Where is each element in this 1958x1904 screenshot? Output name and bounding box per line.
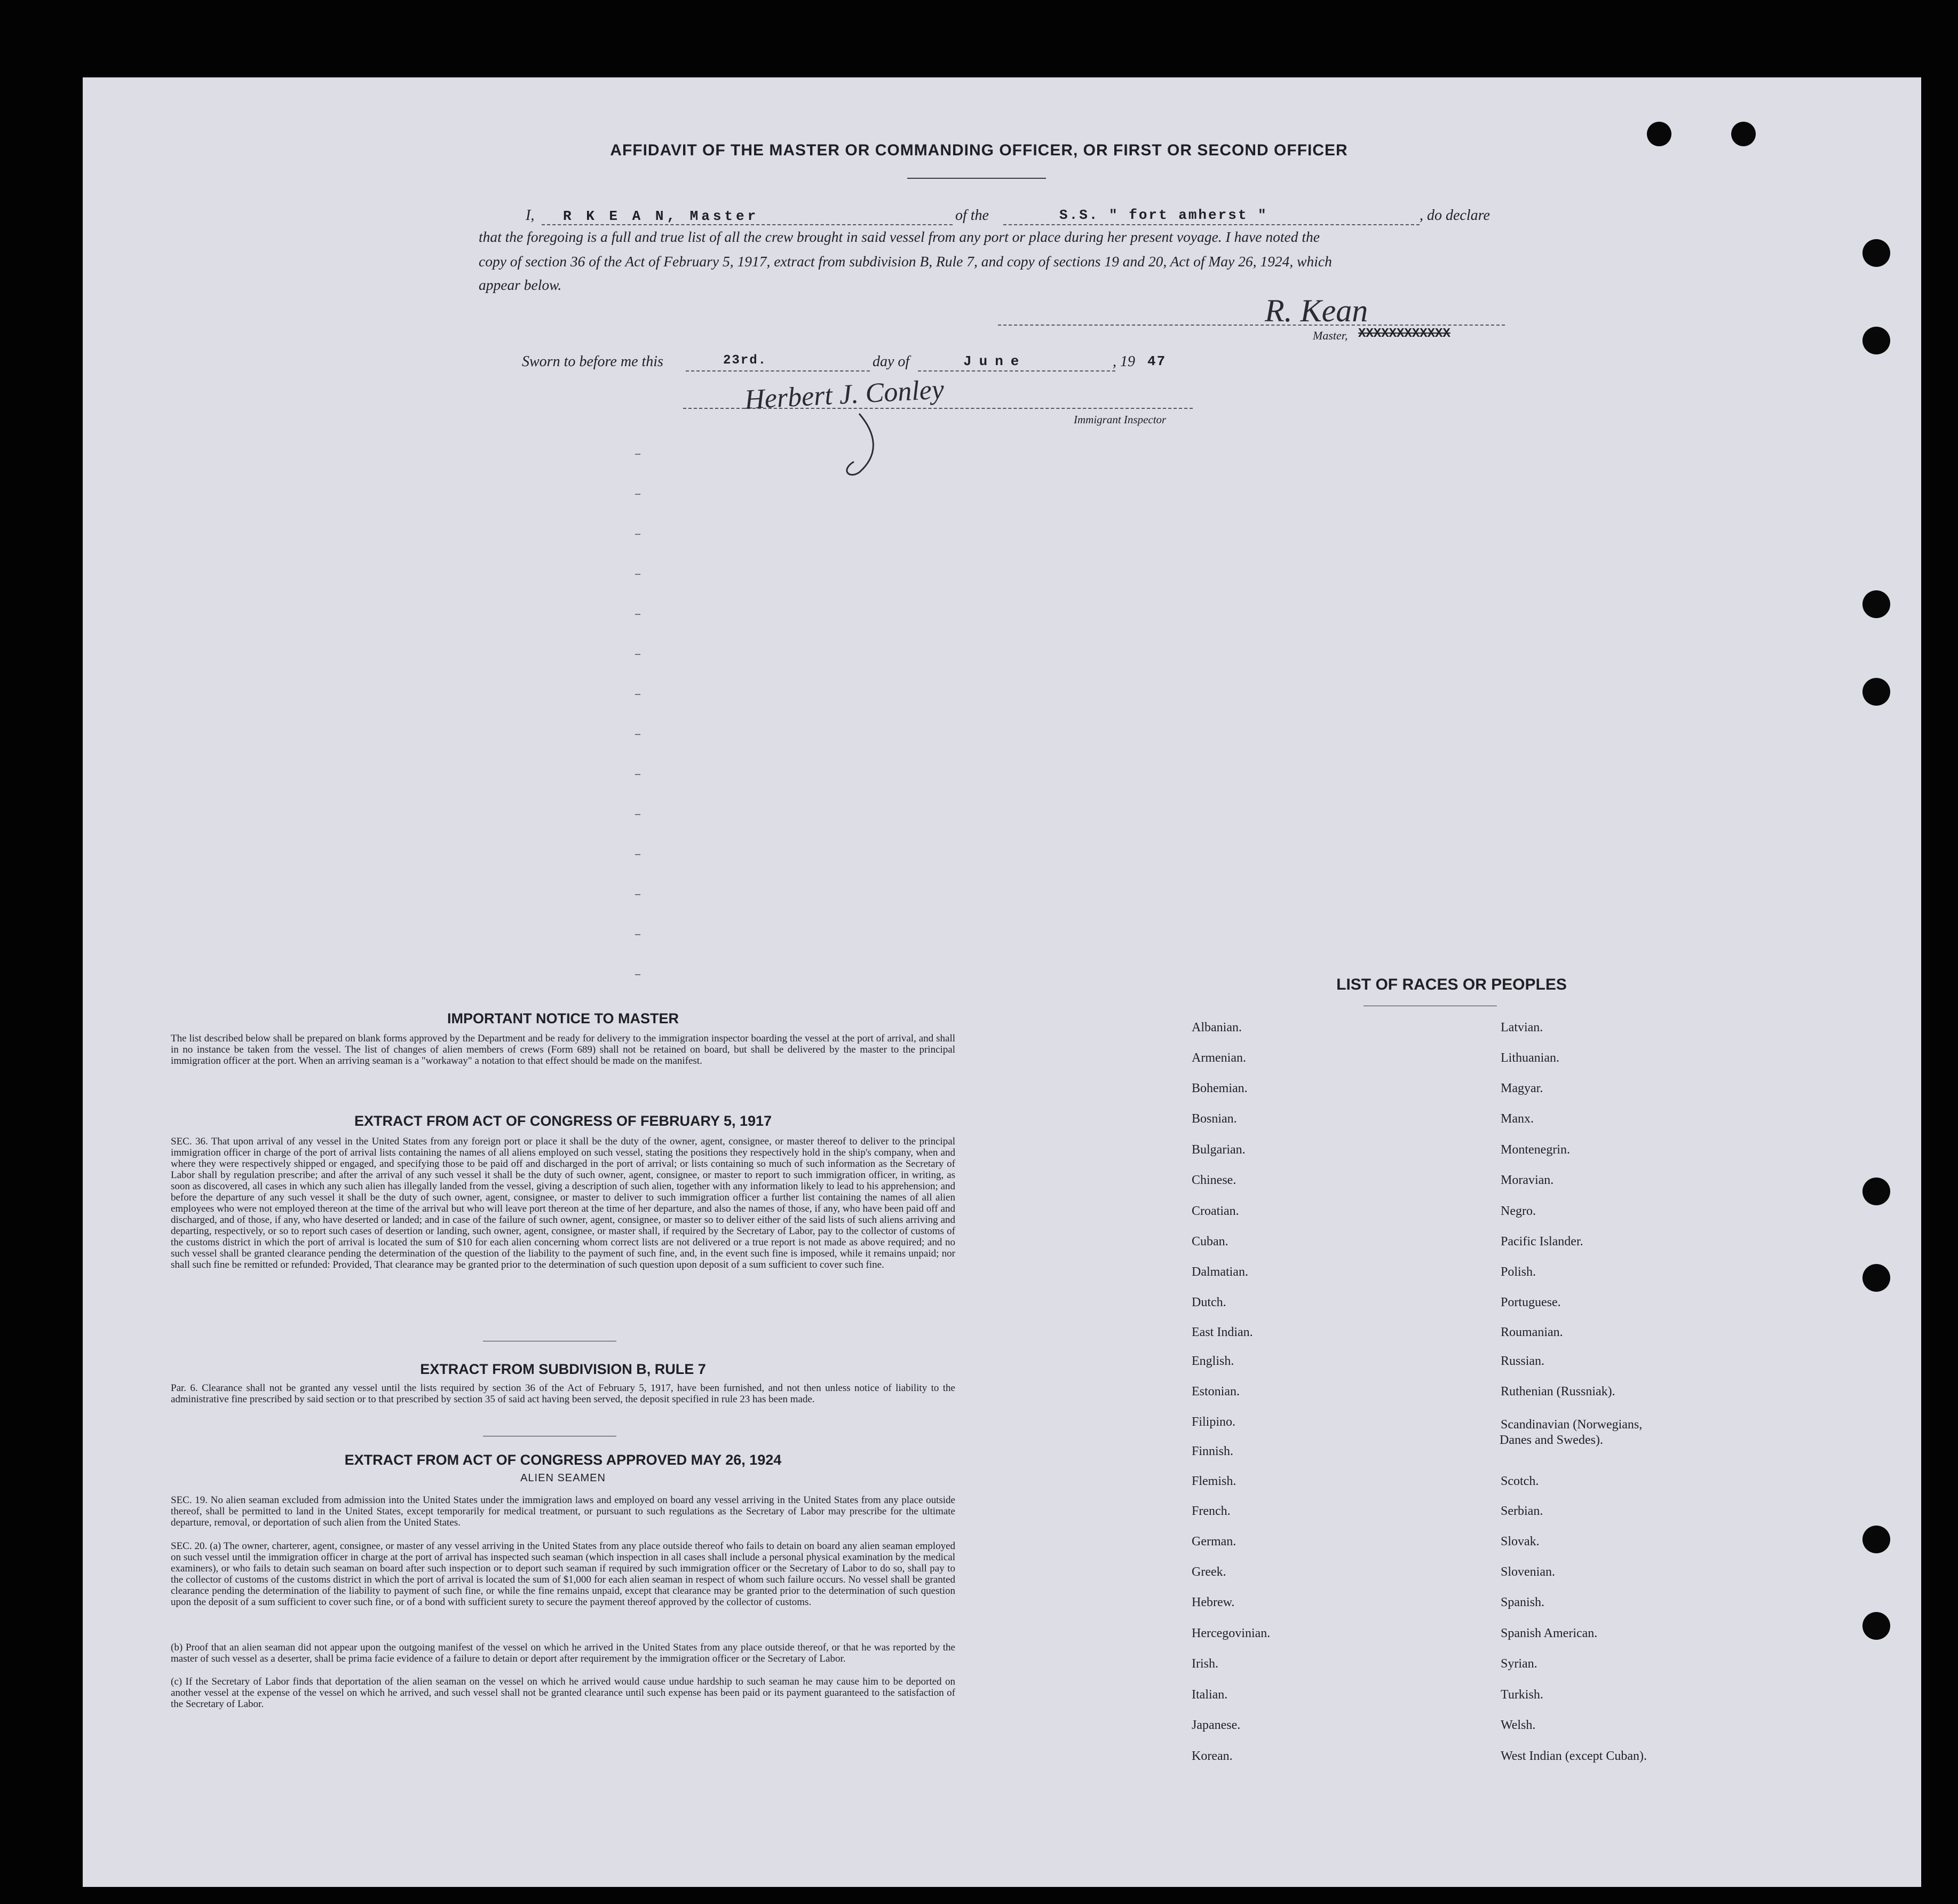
inspector-label: Immigrant Inspector	[1074, 413, 1167, 426]
year-prefix: , 19	[1113, 353, 1135, 370]
guide-tick	[635, 574, 640, 575]
binder-hole	[1862, 590, 1890, 618]
i-label: I,	[526, 207, 535, 224]
sworn-month-value: June	[963, 353, 1027, 369]
race-item: Albanian.	[1192, 1021, 1242, 1034]
guide-tick	[635, 694, 640, 695]
name-line	[542, 224, 953, 225]
race-item: Spanish.	[1501, 1595, 1545, 1609]
extract-1924-title: EXTRACT FROM ACT OF CONGRESS APPROVED MAY 26, 1924	[344, 1452, 782, 1468]
race-item: Armenian.	[1192, 1051, 1246, 1065]
sworn-day-line	[686, 370, 870, 372]
race-item: Dalmatian.	[1192, 1265, 1248, 1279]
race-item: Negro.	[1501, 1204, 1536, 1218]
race-item: Montenegrin.	[1501, 1143, 1570, 1157]
race-item: Magyar.	[1501, 1081, 1543, 1095]
race-item: Croatian.	[1192, 1204, 1239, 1218]
day-of-label: day of	[873, 353, 910, 370]
inspector-signature: Herbert J. Conley	[743, 374, 945, 415]
race-item: Polish.	[1501, 1265, 1536, 1279]
binder-hole	[1862, 1264, 1890, 1292]
race-item: Estonian.	[1192, 1385, 1240, 1399]
subdivision-title: EXTRACT FROM SUBDIVISION B, RULE 7	[420, 1361, 706, 1377]
race-item: Spanish American.	[1501, 1626, 1598, 1640]
master-signature-line	[998, 325, 1505, 326]
race-item: Scotch.	[1501, 1474, 1539, 1488]
guide-tick	[635, 654, 640, 655]
guide-tick	[635, 934, 640, 935]
race-item: Bohemian.	[1192, 1081, 1248, 1095]
race-item: Syrian.	[1501, 1657, 1537, 1671]
race-item: Pacific Islander.	[1501, 1235, 1583, 1249]
binder-hole	[1862, 1612, 1890, 1640]
sworn-year-value: 47	[1147, 353, 1167, 369]
race-item: Turkish.	[1501, 1688, 1543, 1702]
of-the-label: of the	[955, 207, 989, 224]
race-item: Scandinavian (Norwegians,	[1501, 1418, 1643, 1432]
race-item: Bosnian.	[1192, 1112, 1237, 1126]
sec20c-body: (c) If the Secretary of Labor finds that deportation of the alien seaman on the vessel on which he arrived would cause undue hardship to such seaman he may cause him to be deported on another vessel at the expense of the vessel on which he arrived, and such vessel shall not be granted clearance until such expense has been paid or its payment guaranteed to the satisfaction of the Secretary of Labor.	[171, 1676, 955, 1710]
notice-title: IMPORTANT NOTICE TO MASTER	[447, 1010, 679, 1026]
binder-hole	[1862, 327, 1890, 354]
vessel-name-value: S.S. " fort amherst "	[1059, 207, 1268, 223]
master-struck-text: XXXXXXXXXXXX	[1358, 327, 1450, 341]
binder-hole	[1862, 239, 1890, 267]
race-item: German.	[1192, 1535, 1236, 1549]
race-item: Danes and Swedes).	[1500, 1433, 1603, 1447]
subdivision-body: Par. 6. Clearance shall not be granted any vessel until the lists required by section 36 of the Act of February 5, 1917, have been furnished, and not then unless notice of liability to the administrative fine prescribed by said section or to that prescribed by section 35 of said act having been served, the deposit specified in rule 23 has been made.	[171, 1382, 955, 1405]
race-item: Japanese.	[1192, 1718, 1241, 1732]
document-page	[83, 77, 1921, 1887]
race-item: Hercegovinian.	[1192, 1626, 1271, 1640]
declaration-line-4: appear below.	[479, 276, 562, 293]
race-item: West Indian (except Cuban).	[1501, 1749, 1647, 1763]
notice-body: The list described below shall be prepared on blank forms approved by the Department and be ready for delivery to the immigration inspector boarding the vessel at the port of arrival, and shall in no instance be taken from the vessel. The list of changes of alien members of crews (Form 689) shall not be retained on board, but shall be delivered by the master to the principal immigration officer at the port. When an arriving seaman is a "workaway" a notation to that effect should be made on the manifest.	[171, 1033, 955, 1066]
race-item: Roumanian.	[1501, 1325, 1563, 1339]
guide-tick	[635, 894, 640, 895]
races-title: LIST OF RACES OR PEOPLES	[1336, 976, 1567, 993]
guide-tick	[635, 974, 640, 975]
master-signature: R. Kean	[1265, 293, 1368, 328]
race-item: Greek.	[1192, 1565, 1226, 1579]
sec20b-body: (b) Proof that an alien seaman did not appear upon the outgoing manifest of the vessel on which he arrived in the United States from any place outside thereof, or that he was reported by the master of such vessel as a deserter, shall be prima facie evidence of a failure to detain or deport after requirement by the immigration officer or the Secretary of Labor.	[171, 1642, 955, 1664]
race-item: French.	[1192, 1504, 1231, 1518]
race-item: Cuban.	[1192, 1235, 1228, 1249]
sworn-label: Sworn to before me this	[522, 353, 663, 370]
race-item: Russian.	[1501, 1354, 1545, 1368]
race-item: Welsh.	[1501, 1718, 1536, 1732]
binder-hole	[1862, 1526, 1890, 1553]
guide-tick	[635, 814, 640, 815]
affidavit-title: AFFIDAVIT OF THE MASTER OR COMMANDING OFFICER, OR FIRST OR SECOND OFFICER	[610, 141, 1348, 159]
guide-tick	[635, 734, 640, 735]
alien-seamen-subtitle: ALIEN SEAMEN	[520, 1472, 606, 1484]
race-item: Lithuanian.	[1501, 1051, 1559, 1065]
race-item: Korean.	[1192, 1749, 1233, 1763]
race-item: Portuguese.	[1501, 1295, 1561, 1309]
guide-tick	[635, 774, 640, 775]
extract-1917-title: EXTRACT FROM ACT OF CONGRESS OF FEBRUARY 5, 1917	[354, 1113, 772, 1129]
sec19-body: SEC. 19. No alien seaman excluded from admission into the United States under the immigration laws and employed on board any vessel arriving in the United States from any place outside thereof, shall be permitted to land in the United States, except temporarily for medical treatment, or pursuant to such regulations as the Secretary of Labor may prescribe for the ultimate departure, removal, or deportation of such alien from the United States.	[171, 1495, 955, 1528]
title-rule	[907, 178, 1046, 179]
race-item: Slovenian.	[1501, 1565, 1555, 1579]
extract-1917-body: SEC. 36. That upon arrival of any vessel in the United States from any foreign port or place it shall be the duty of the owner, agent, consignee, or master thereof to deliver to the principal immigration officer in charge of the port of arrival lists containing the names of all aliens employed on such vessel, stating the positions they respectively hold in the ship's company, when and where they were respectively shipped or engaged, and specifying those to be paid off and discharged in the port of arrival; or lists containing so much of such information as the Secretary of Labor shall by regulation prescribe; and after the arrival of any such vessel it shall be the duty of such owner, agent, consignee, or master to report to such immigration officer, in writing, as soon as discovered, all cases in which any such alien has illegally landed from the vessel, giving a description of such alien, together with any information likely to lead to his apprehension; and before the departure of any such vessel it shall be the duty of such owner, agent, consignee, or master to deliver to such immigration officer a further list containing the names of all alien employees who were not employed thereon at the time of the arrival but who will leave port thereon at the time of her departure, and also the names of those, if any, who have been paid off and discharged, and of those, if any, who have deserted or landed; and in case of the failure of such owner, agent, consignee, or master so to deliver either of the said lists of such aliens arriving and departing, respectively, or so to report such cases of desertion or landing, such owner, agent, consignee, or master shall, if required by the Secretary of Labor, pay to the collector of customs of the customs district in which the port of arrival is located the sum of $10 for each alien concerning whom correct lists are not delivered or a true report is not made as above required; and no such vessel shall be granted clearance pending the determination of the question of the liability to the payment of such fine, and, in the event such fine is imposed, while it remains unpaid; nor shall such fine be remitted or refunded: Provided, That clearance may be granted prior to the determination of such question upon deposit of a sum sufficient to cover such fine.	[171, 1136, 955, 1270]
master-label: Master,	[1313, 329, 1348, 342]
guide-tick	[635, 534, 640, 535]
do-declare-label: , do declare	[1420, 207, 1490, 224]
binder-hole	[1862, 678, 1890, 706]
race-item: Latvian.	[1501, 1021, 1543, 1034]
race-item: Hebrew.	[1192, 1595, 1235, 1609]
race-item: Italian.	[1192, 1688, 1228, 1702]
race-item: Chinese.	[1192, 1173, 1236, 1187]
race-item: Serbian.	[1501, 1504, 1543, 1518]
race-item: Bulgarian.	[1192, 1143, 1246, 1157]
race-item: Filipino.	[1192, 1415, 1236, 1429]
declaration-line-3: copy of section 36 of the Act of February 5, 1917, extract from subdivision B, Rule 7, and copy of sections 19 and 20, Act of May 26, 1924, which	[479, 253, 1332, 270]
race-item: Flemish.	[1192, 1474, 1236, 1488]
declaration-line-2: that the foregoing is a full and true list of all the crew brought in said vessel from any port or place during her present voyage. I have noted the	[479, 228, 1320, 245]
guide-tick	[635, 614, 640, 615]
race-item: East Indian.	[1192, 1325, 1253, 1339]
binder-hole	[1862, 1178, 1890, 1205]
sworn-day-value: 23rd.	[723, 353, 767, 368]
vessel-line	[1003, 224, 1420, 225]
signature-flourish	[838, 411, 902, 480]
master-name-value: R K E A N, Master	[563, 208, 759, 224]
race-item: Slovak.	[1501, 1535, 1540, 1549]
sworn-month-line	[918, 370, 1115, 372]
race-item: Ruthenian (Russniak).	[1501, 1385, 1615, 1399]
race-item: Finnish.	[1192, 1444, 1234, 1458]
race-item: Manx.	[1501, 1112, 1534, 1126]
guide-tick	[635, 854, 640, 855]
guide-tick	[635, 454, 640, 455]
race-item: English.	[1192, 1354, 1234, 1368]
race-item: Irish.	[1192, 1657, 1218, 1671]
sec20a-body: SEC. 20. (a) The owner, charterer, agent, consignee, or master of any vessel arriving in the United States from any place outside thereof who fails to detain on board any alien seaman employed on such vessel until the immigration officer in charge at the port of arrival has inspected such seaman (which inspection in all cases shall include a personal physical examination by the medical examiners), or who fails to detain such seaman on board after such inspection or to deport such seaman if required by such immigration officer or the Secretary of Labor to do so, shall pay to the collector of customs of the customs district in which the port of arrival is located the sum of $1,000 for each alien seaman in respect of whom such failure occurs. No vessel shall be granted clearance pending the determination of the liability to payment of such fine, or while the fine remains unpaid, except that clearance may be granted prior to the determination of such question upon the deposit of a sum sufficient to cover such fine, or of a bond with sufficient surety to secure the payment thereof approved by the collector of customs.	[171, 1540, 955, 1608]
guide-tick	[635, 494, 640, 495]
race-item: Dutch.	[1192, 1295, 1226, 1309]
race-item: Moravian.	[1501, 1173, 1554, 1187]
